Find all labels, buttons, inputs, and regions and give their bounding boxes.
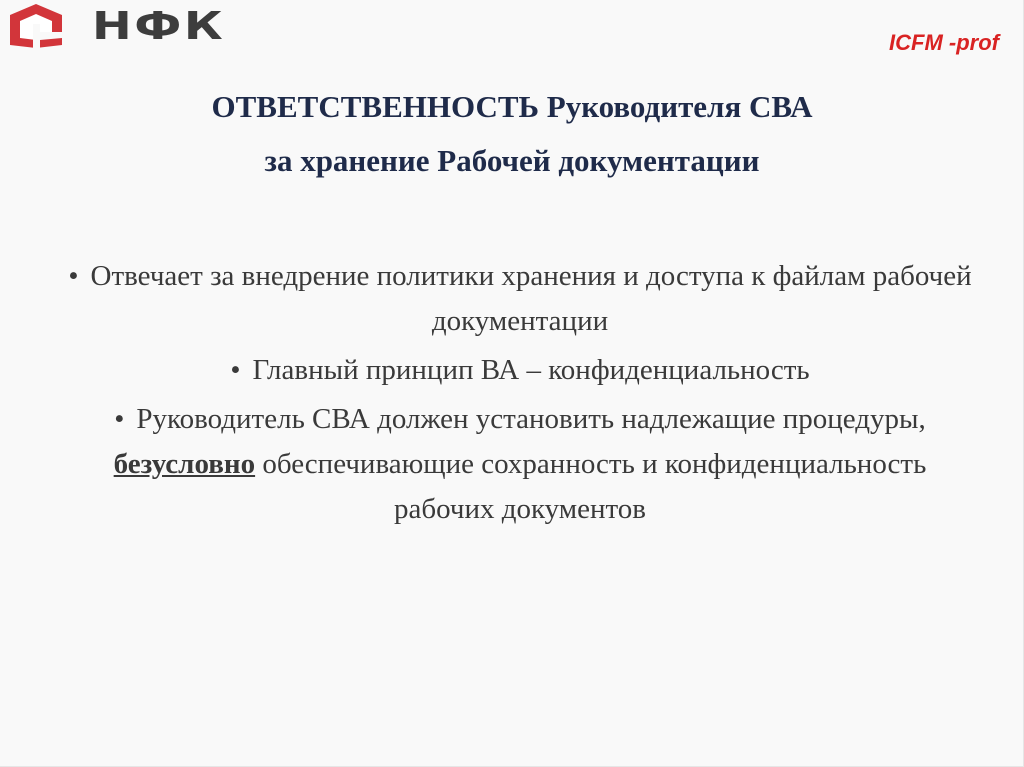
bullet-item	[60, 397, 980, 532]
logo-text: НФК	[92, 4, 226, 48]
bullet-text-after: обеспечивающие сохранность и конфиденциальность рабочих документов	[255, 448, 927, 525]
bullet-item	[60, 254, 980, 344]
bullet-icon: •	[230, 354, 241, 386]
company-logo	[4, 2, 226, 50]
bullet-list	[60, 254, 980, 536]
header-tag: ICFM -prof	[889, 30, 999, 55]
title-line-1: ОТВЕТСТВЕННОСТЬ Руководителя СВА	[211, 89, 813, 124]
title-line-2: за хранение Рабочей документации	[264, 143, 760, 178]
bullet-emphasis: безусловно	[113, 448, 256, 480]
bullet-text-before: Руководитель СВА должен установить надлежащие процедуры,	[136, 403, 926, 435]
bullet-text: Главный принцип ВА – конфиденциальность	[252, 354, 810, 386]
bullet-icon: •	[68, 260, 79, 292]
bullet-item	[60, 348, 980, 393]
bullet-icon: •	[114, 403, 125, 435]
slide-title	[0, 80, 1024, 188]
bullet-text: Отвечает за внедрение политики хранения и доступа к файлам рабочей документации	[90, 260, 972, 337]
logo-mark-icon	[4, 2, 68, 50]
